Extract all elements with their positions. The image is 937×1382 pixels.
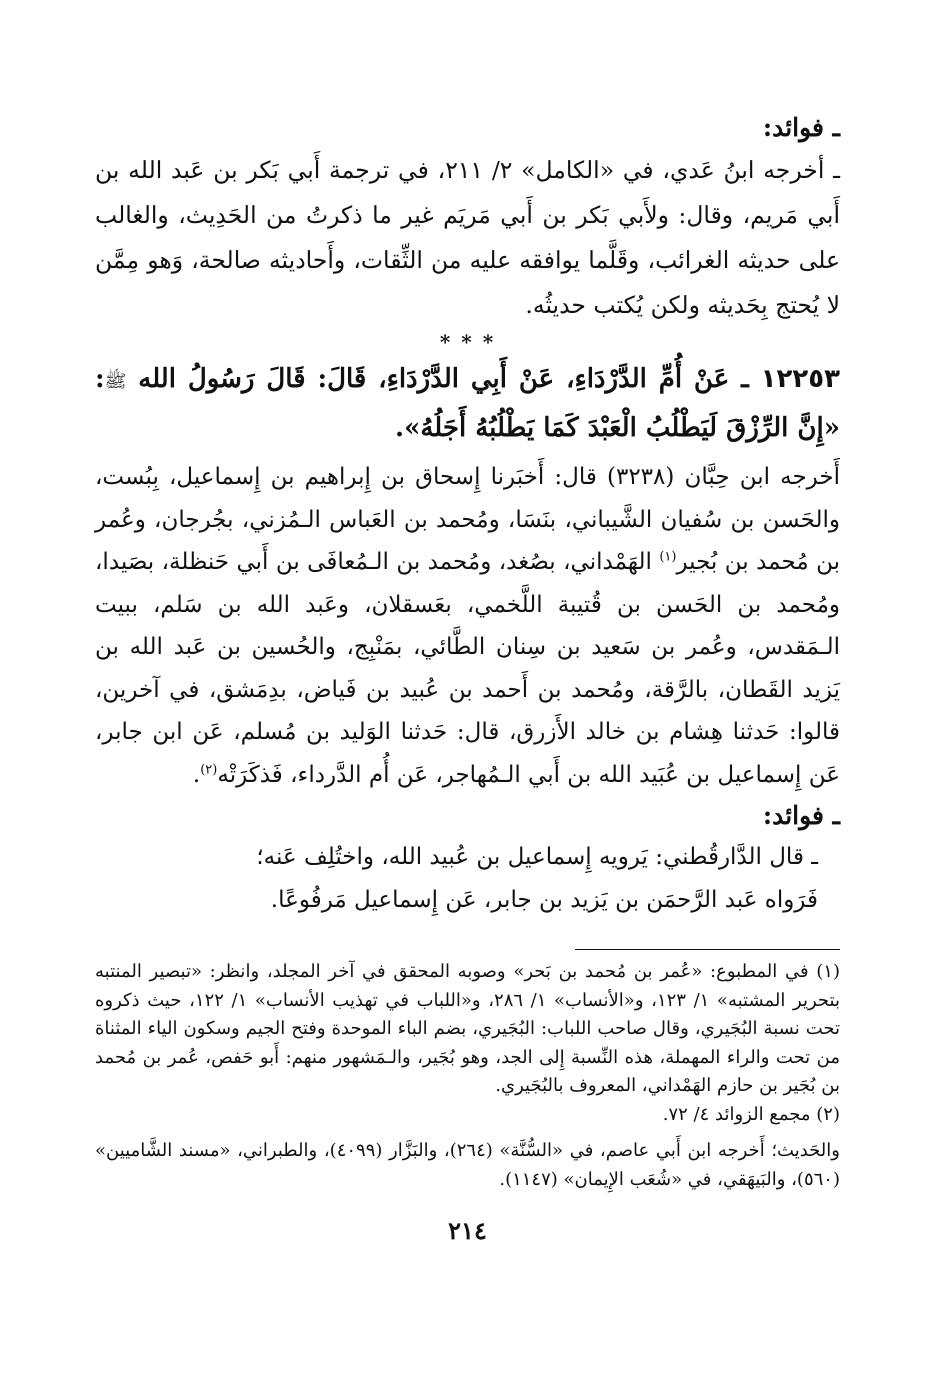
footnote-ref-2: (٢) xyxy=(200,761,218,777)
takhrij-part-1: أَخرجه ابن حِبَّان (٣٢٣٨) قال: أَخبَرنا إِسحاق بن إِبراهيم بن إِسماعيل، بِبُست، والحَسن بن سُفيان الشَّيباني، بنَسَا، ومُحمد بن العَباس الـمُزني، بجُرجان، وعُمر بن مُحمد بن بُجير xyxy=(95,464,840,575)
hadith-matn: : «إِنَّ الرِّزْقَ لَيَطْلُبُ الْعَبْدَ كَمَا يَطْلُبُهُ أَجَلُهُ». xyxy=(95,364,840,443)
hadith-text xyxy=(95,356,840,452)
hadith-isnad: ـ عَنْ أُمِّ الدَّرْدَاءِ، عَنْ أَبِي الدَّرْدَاءِ، قَالَ: قَالَ رَسُولُ الله xyxy=(138,364,749,394)
fawaid-line-2: فَرَواه عَبد الرَّحمَن بن يَزيد بن جابر، عَن إِسماعيل مَرفُوعًا. xyxy=(270,886,818,913)
footnote-1: (١) في المطبوع: «عُمر بن مُحمد بن بَحر» وصوبه المحقق في آخر المجلد، وانظر: «تبصير المنتبه بتحرير المشتبه» ١/ ١٢٣، و«الأنساب» ١/ ٢٨٦، و«اللباب في تهذيب الأنساب» ١/ ١٢٢، حيث ذكروه تحت نسبة البُجَيري، وقال صاحب اللباب: البُجَيري، بضم الباء الموحدة وفتح الجيم وسكون الياء المثناة من تحت والراء المهملة، هذه النِّسبة إِلى الجد، وهو بُجَير، والـمَشهور منهم: أَبو حَفص، عُمر بن مُحمد بن بُجَير بن حازم الهَمْداني، المعروف بالبُجَيري. xyxy=(95,961,840,1096)
takhrij-end: . xyxy=(192,761,201,788)
section-separator: * * * xyxy=(439,330,496,354)
fawaid-line-1: ـ قال الدَّارقُطني: يَرويه إِسماعيل بن عُبيد الله، واختُلِف عَنه؛ xyxy=(256,844,818,870)
footnote-divider xyxy=(575,949,840,950)
takhrij-part-2: الهَمْداني، بصُغد، ومُحمد بن الـمُعافَى بن أَبي حَنظلة، بصَيدا، ومُحمد بن الحَسن بن قُتيبة اللَّخمي، بعَسقلان، وعَبد الله بن سَلم، ببيت الـمَقدس، وعُمر بن سَعيد بن سِنان الطَّائي، بمَنْبِج، والحُسين بن عَبد الله بن يَزيد القَطان، بالرَّقة، ومُحمد بن أَحمد بن عُبيد بن فَياض، بدِمَشق، في آخرين، قالوا: حَدثنا هِشام بن خالد الأَزرق، قال: حَدثنا الوَليد بن مُسلم، عَن ابن جابر، عَن إِسماعيل بن عُبَيد الله بن أَبي الـمُهاجر، عَن أُم الدَّرداء، فَذكَرَتْه xyxy=(95,549,840,788)
footnote-2-continuation: والحَديث؛ أَخرجه ابن أَبي عاصم، في «السُّنَّة» (٢٦٤)، والبَزَّار (٤٠٩٩)، والطبراني، «مسند الشَّاميين» (٥٦٠)، والبَيهَقي، في «شُعَب الإِيمان» (١١٤٧). xyxy=(95,1140,840,1190)
hadith-number: ١٢٢٥٣ xyxy=(760,364,840,394)
takhrij-text xyxy=(95,456,840,796)
footnote-2: (٢) مجمع الزوائد ٤/ ٧٢. xyxy=(662,1103,840,1125)
page-number: ٢١٤ xyxy=(448,1216,487,1245)
page-body xyxy=(95,108,840,1246)
fawaid-text-1: ـ أخرجه ابنُ عَدي، في «الكامل» ٢/ ٢١١، في ترجمة أَبي بَكر بن عَبد الله بن أَبي مَريم، وقال: ولأَبي بَكر بن أَبي مَريَم غير ما ذكرتُ من الحَدِيث، والغالب على حديثه الغرائب، وقَلَّما يوافقه عليه من الثِّقات، وأَحاديثه صالحة، وَهو مِمَّن لا يُحتج بِحَديثه ولكن يُكتب حديثُه. xyxy=(95,156,841,319)
fawaid-heading-1: ـ فوائد: xyxy=(762,113,840,142)
footnote-ref-1: (١) xyxy=(659,549,677,565)
salla-symbol: ﷺ xyxy=(104,371,127,392)
fawaid-heading-2: ـ فوائد: xyxy=(762,801,840,830)
